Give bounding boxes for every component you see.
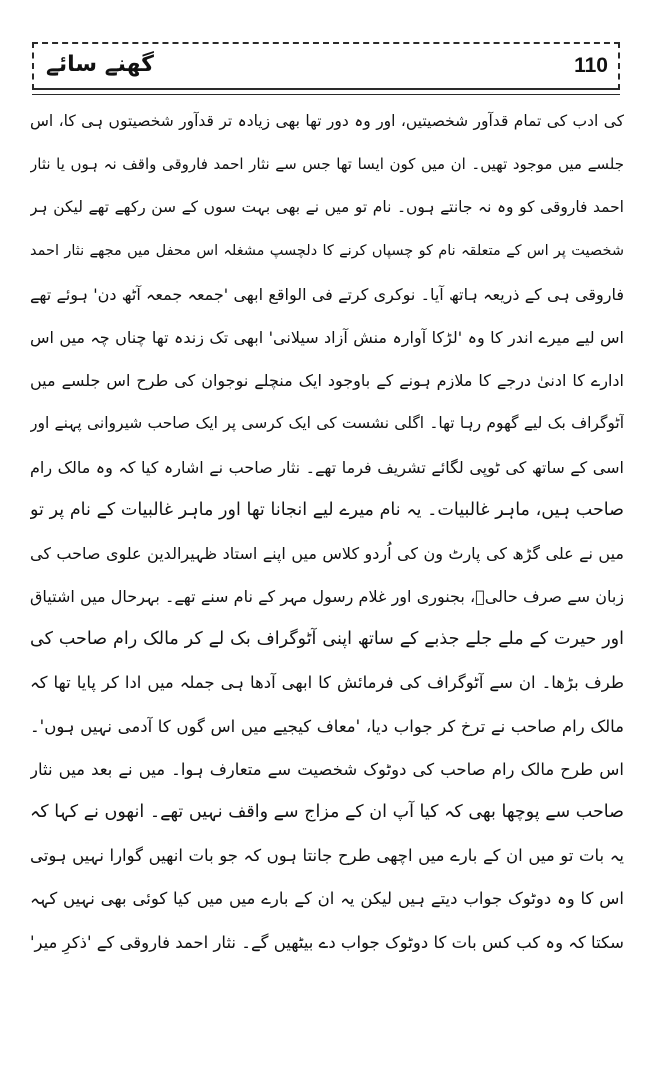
body-text (30, 100, 624, 964)
page-header (32, 42, 620, 90)
text-line: صاحب ہیں، ماہر غالبیات۔ یہ نام میرے لیے انجانا تھا اور ماہر غالبیات کے نام پر تو (30, 499, 624, 520)
text-line: میں نے علی گڑھ کی پارٹ ون کی اُردو کلاس میں اپنے استاد ظہیرالدین علوی صاحب کی (30, 543, 624, 563)
text-line: آٹوگراف بک لیے گھوم رہا تھا۔ اگلی نشست کی ایک کرسی پر ایک صاحب شیروانی پہنے اور (30, 414, 624, 433)
text-line: اسی کے ساتھ کی ٹوپی لگائے تشریف فرما تھے۔ نثار صاحب نے اشارہ کیا کہ وہ مالک رام (30, 457, 624, 477)
text-line: طرف بڑھا۔ ان سے آٹوگراف کی فرمائش کا ابھی آدھا ہی جملہ میں ادا کر پایا تھا کہ (30, 673, 624, 693)
text-line: یہ بات تو میں ان کے بارے میں اچھی طرح جانتا ہوں کہ جو بات انھیں گوارا نہیں ہوتی (30, 846, 624, 866)
text-line: شخصیت پر اس کے متعلقہ نام کو چسپاں کرنے کا دلچسپ مشغلہ اس محفل میں مجھے نثار احمد (30, 242, 624, 259)
text-line: مالک رام صاحب نے ترخ کر جواب دیا، 'معاف کیجیے میں اس گوں کا آدمی نہیں ہوں'۔ (30, 716, 624, 736)
text-line: اس لیے میرے اندر کا وہ 'لڑکا آوارہ منش آزاد سیلانی' ابھی تک زندہ تھا چناں چہ میں اس (30, 327, 624, 347)
text-line: فاروقی ہی کے ذریعہ ہاتھ آیا۔ نوکری کرتے فی الواقع ابھی 'جمعہ جمعہ آٹھ دن' ہوئے تھے (30, 284, 624, 304)
text-line: ادارے کا ادنیٰ درجے کا ملازم ہونے کے باوجود ایک منچلے نوجوان کی طرح اس جلسے میں (30, 371, 624, 391)
text-line: سکتا کہ وہ کب کس بات کا دوٹوک جواب دے بیٹھیں گے۔ نثار احمد فاروقی کے 'ذکرِ میر' (30, 932, 624, 952)
text-line: اور حیرت کے ملے جلے جذبے کے ساتھ اپنی آٹوگراف بک لے کر مالک رام صاحب کی (30, 629, 624, 650)
text-line: احمد فاروقی کو وہ نہ جانتے ہوں۔ نام تو میں نے بھی بہت سوں کے سن رکھے تھے لیکن ہر (30, 198, 624, 217)
running-title: گھنے سائے (46, 52, 154, 77)
page-number: 110 (574, 54, 608, 77)
text-line: صاحب سے پوچھا بھی کہ کیا آپ ان کے مزاج سے واقف نہیں تھے۔ انھوں نے کہا کہ (30, 802, 624, 822)
text-line: جلسے میں موجود تھیں۔ ان میں کون ایسا تھا جس سے نثار احمد فاروقی واقف نہ ہوں یا نثار (30, 155, 624, 174)
text-line: زبان سے صرف حالیؔ، بجنوری اور غلام رسول مہر کے نام سنے تھے۔ بہرحال میں اشتیاق (30, 587, 624, 607)
text-line: اس کا وہ دوٹوک جواب دیتے ہیں لیکن یہ ان کے بارے میں میں کیا کوئی بھی نہیں کہہ (30, 889, 624, 909)
text-line: کی ادب کی تمام قدآور شخصیتیں، اور وہ دور تھا بھی زیادہ تر قدآور شخصیتوں ہی کا، اس (30, 112, 624, 130)
text-line: اس طرح مالک رام صاحب کی دوٹوک شخصیت سے متعارف ہوا۔ میں نے بعد میں نثار (30, 759, 624, 779)
